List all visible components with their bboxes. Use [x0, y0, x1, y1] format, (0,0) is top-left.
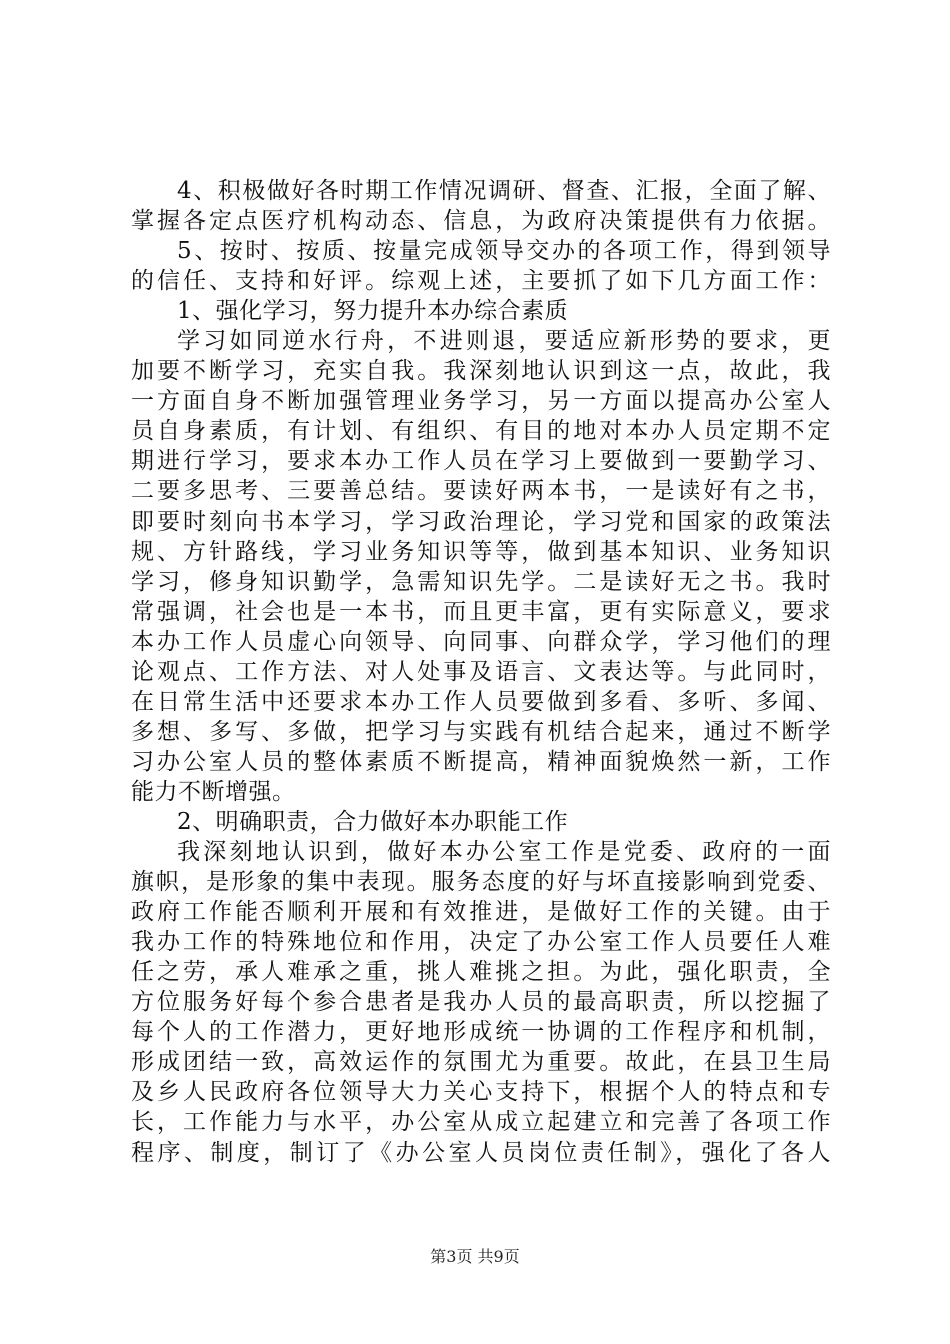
text-line: 员自身素质，有计划、有组织、有目的地对本办人员定期不定 — [131, 418, 831, 445]
text-line: 程序、制度，制订了《办公室人员岗位责任制》，强化了各人 — [131, 1139, 831, 1166]
text-line: 5、按时、按质、按量完成领导交办的各项工作，得到领导 — [177, 238, 831, 265]
text-line: 二要多思考、三要善总结。要读好两本书，一是读好有之书， — [131, 478, 831, 505]
text-line: 任之劳，承人难承之重，挑人难挑之担。为此，强化职责，全 — [131, 959, 831, 986]
text-line: 4、积极做好各时期工作情况调研、督查、汇报，全面了解、 — [177, 178, 831, 204]
text-line: 期进行学习，要求本办工作人员在学习上要做到一要勤学习、 — [131, 448, 831, 475]
text-line: 规、方针路线，学习业务知识等等，做到基本知识、业务知识 — [131, 538, 831, 565]
text-line: 形成团结一致，高效运作的氛围尤为重要。故此，在县卫生局 — [131, 1049, 831, 1076]
text-line: 在日常生活中还要求本办工作人员要做到多看、多听、多闻、 — [131, 688, 831, 715]
body-text — [131, 176, 831, 1168]
text-line: 方位服务好每个参合患者是我办人员的最高职责，所以挖掘了 — [131, 989, 831, 1016]
page-footer: 第3页 共9页 — [430, 1247, 520, 1266]
text-line: 能力不断增强。 — [131, 778, 296, 805]
text-line: 1、强化学习，努力提升本办综合素质 — [177, 298, 569, 325]
text-line: 加要不断学习，充实自我。我深刻地认识到这一点，故此，我 — [131, 358, 831, 385]
text-line: 学习如同逆水行舟，不进则退，要适应新形势的要求，更 — [177, 328, 831, 355]
text-line: 每个人的工作潜力，更好地形成统一协调的工作程序和机制， — [131, 1019, 831, 1046]
text-line: 常强调，社会也是一本书，而且更丰富，更有实际意义，要求 — [131, 598, 831, 625]
text-line: 及乡人民政府各位领导大力关心支持下，根据个人的特点和专 — [131, 1079, 831, 1106]
text-line: 即要时刻向书本学习，学习政治理论，学习党和国家的政策法 — [131, 508, 831, 535]
text-line: 2、明确职责，合力做好本办职能工作 — [177, 808, 569, 835]
text-line: 本办工作人员虚心向领导、向同事、向群众学，学习他们的理 — [131, 628, 831, 655]
text-line: 我深刻地认识到，做好本办公室工作是党委、政府的一面 — [177, 839, 831, 866]
text-line: 多想、多写、多做，把学习与实践有机结合起来，通过不断学 — [131, 718, 831, 745]
text-line: 一方面自身不断加强管理业务学习，另一方面以提高办公室人 — [131, 388, 831, 415]
text-line: 旗帜，是形象的集中表现。服务态度的好与坏直接影响到党委、 — [131, 869, 831, 896]
text-line: 掌握各定点医疗机构动态、信息，为政府决策提供有力依据。 — [131, 208, 831, 235]
text-line: 习办公室人员的整体素质不断提高，精神面貌焕然一新，工作 — [131, 748, 831, 775]
text-line: 论观点、工作方法、对人处事及语言、文表达等。与此同时， — [131, 658, 831, 685]
text-line: 的信任、支持和好评。综观上述，主要抓了如下几方面工作： — [131, 268, 831, 295]
text-line: 学习，修身知识勤学，急需知识先学。二是读好无之书。我时 — [131, 568, 831, 595]
text-line: 长，工作能力与水平，办公室从成立起建立和完善了各项工作 — [131, 1109, 831, 1136]
text-line: 政府工作能否顺利开展和有效推进，是做好工作的关键。由于 — [131, 899, 831, 926]
text-line: 我办工作的特殊地位和作用，决定了办公室工作人员要任人难 — [131, 929, 831, 956]
